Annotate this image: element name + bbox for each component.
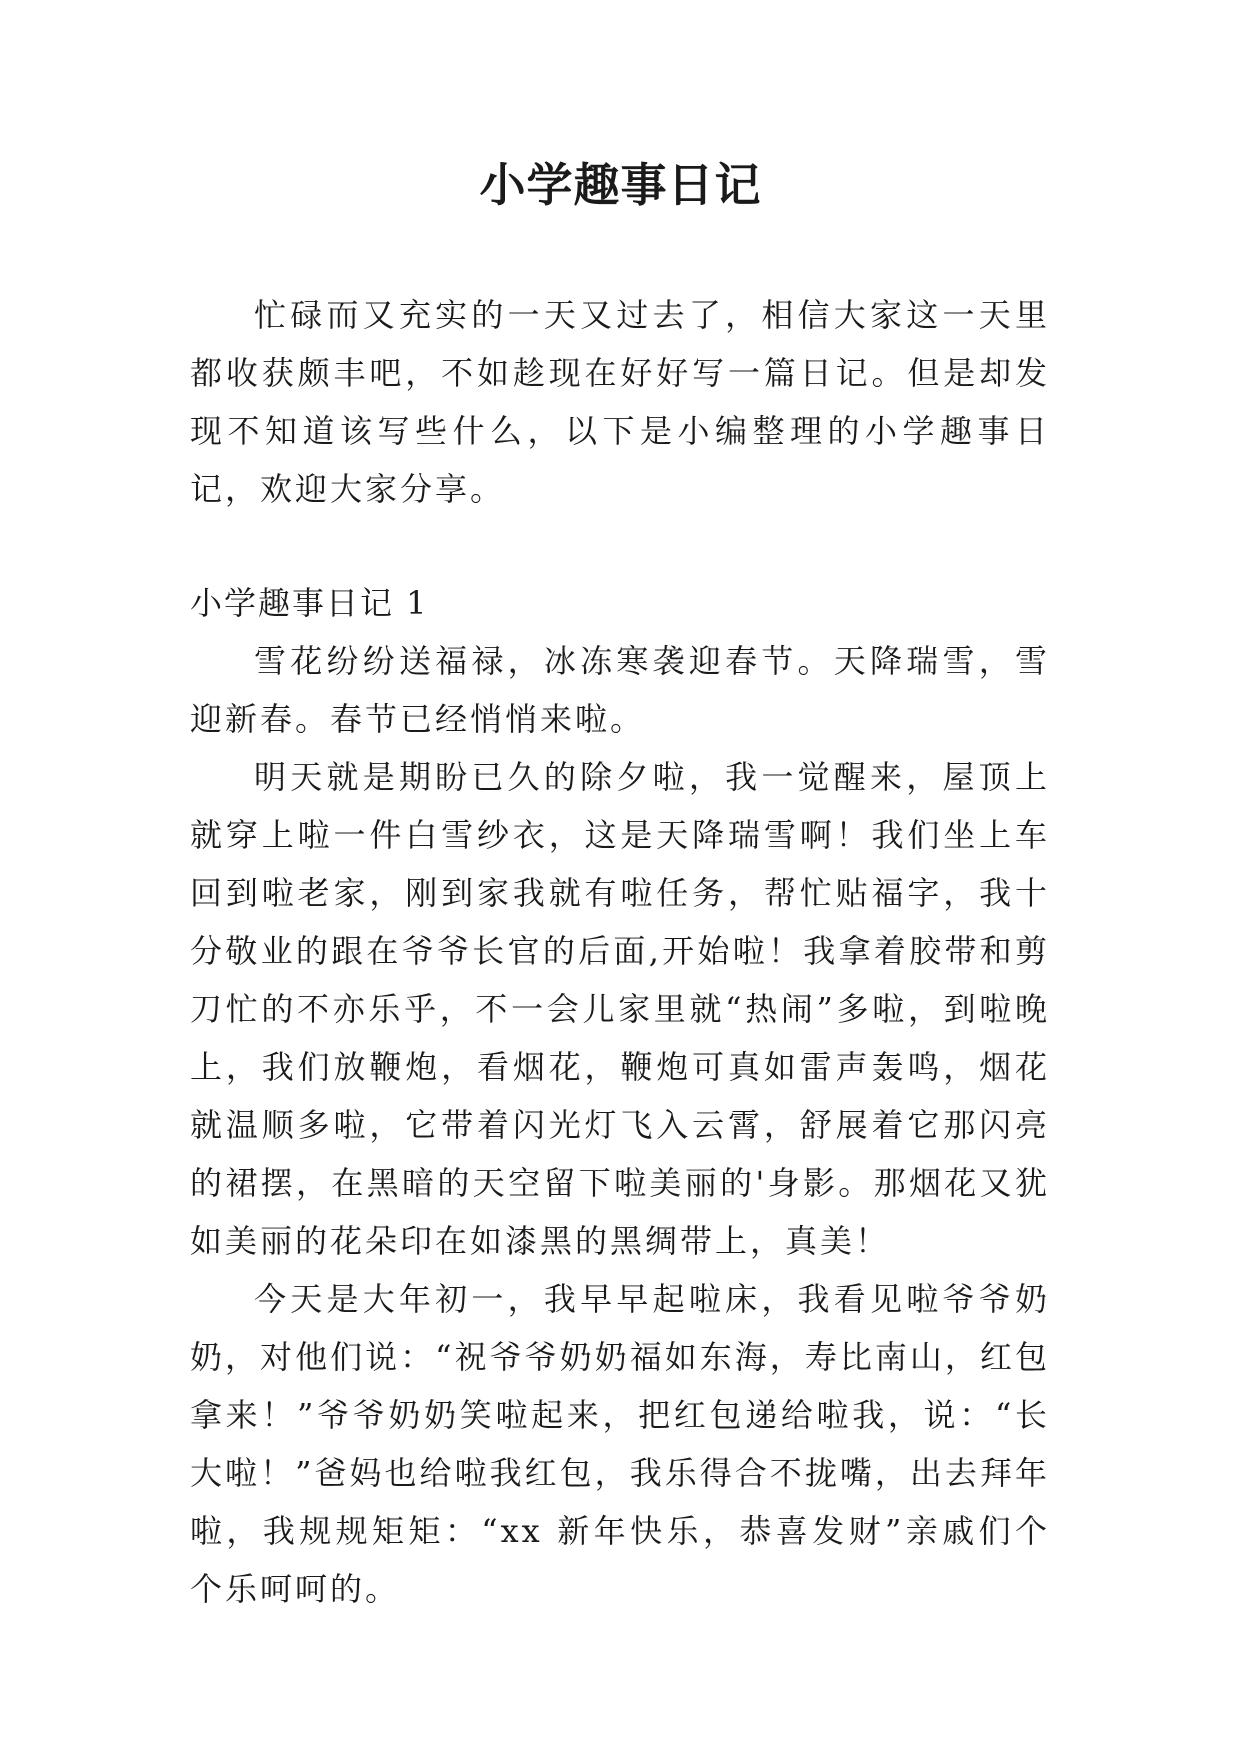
diary-section-1 (190, 574, 1050, 1618)
body-paragraph-3: 今天是大年初一，我早早起啦床，我看见啦爷爷奶奶，对他们说：“祝爷爷奶奶福如东海，寿比南山，红包拿来！”爷爷奶奶笑啦起来，把红包递给啦我，说：“长大啦！”爸妈也给啦我红包，我乐得合不拢嘴，出去拜年啦，我规规矩矩：“xx 新年快乐，恭喜发财”亲戚们个个乐呵呵的。 (190, 1280, 1050, 1608)
intro-paragraph: 忙碌而又充实的一天又过去了，相信大家这一天里都收获颇丰吧，不如趁现在好好写一篇日记。但是却发现不知道该写些什么，以下是小编整理的小学趣事日记，欢迎大家分享。 (190, 296, 1050, 508)
intro-block (190, 286, 1050, 518)
document-title: 小学趣事日记 (479, 158, 762, 212)
body-paragraph-1: 雪花纷纷送福禄，冰冻寒袭迎春节。天降瑞雪，雪迎新春。春节已经悄悄来啦。 (190, 642, 1050, 738)
body-paragraph-2: 明天就是期盼已久的除夕啦，我一觉醒来，屋顶上就穿上啦一件白雪纱衣，这是天降瑞雪啊！我们坐上车回到啦老家，刚到家我就有啦任务，帮忙贴福字，我十分敬业的跟在爷爷长官的后面,开始啦！我拿着胶带和剪刀忙的不亦乐乎，不一会儿家里就“热闹”多啦，到啦晚上，我们放鞭炮，看烟花，鞭炮可真如雷声轰鸣，烟花就温顺多啦，它带着闪光灯飞入云霄，舒展着它那闪亮的裙摆，在黑暗的天空留下啦美丽的'身影。那烟花又犹如美丽的花朵印在如漆黑的黑绸带上，真美！ (190, 758, 1050, 1260)
section-heading: 小学趣事日记 1 (190, 584, 429, 622)
